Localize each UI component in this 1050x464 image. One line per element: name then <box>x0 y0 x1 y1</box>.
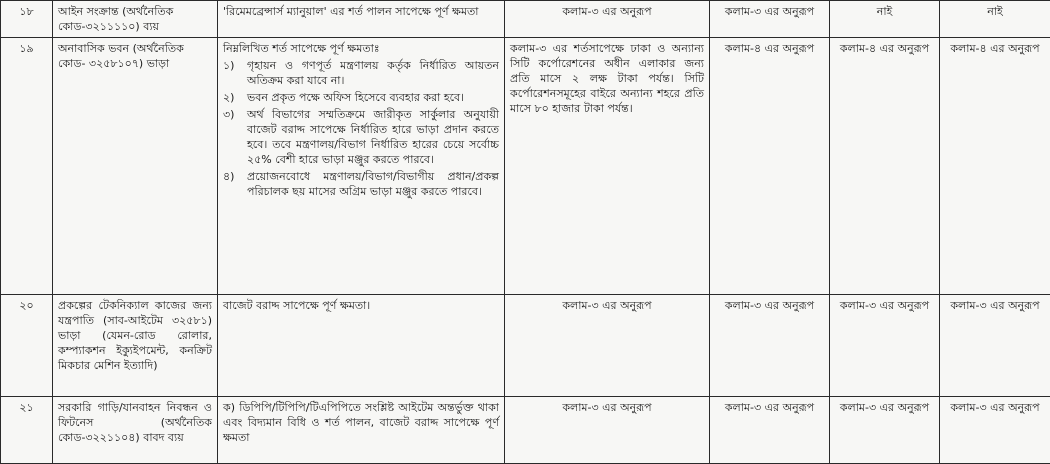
col4-cell: কলাম-৩ এর অনুরূপ <box>505 1 710 38</box>
condition-number: ২) <box>223 90 247 105</box>
col7-cell: কলাম-৩ এর অনুরূপ <box>940 295 1050 397</box>
serial-cell: ১৮ <box>1 1 53 38</box>
table-row <box>1 295 1050 397</box>
serial-cell: ১৯ <box>1 38 53 295</box>
serial-cell: ২০ <box>1 295 53 397</box>
item-cell: আইন সংক্রান্ত (অর্থনৈতিক কোড-৩২১১১১০) ব্যয় <box>53 1 218 38</box>
col5-cell: কলাম-৩ এর অনুরূপ <box>710 397 830 464</box>
condition-list <box>223 58 499 199</box>
col4-cell: কলাম-৩ এর শর্তসাপেক্ষে ঢাকা ও অন্যান্য সিটি কর্পোরেশনের অধীন এলাকার জন্য প্রতি মাসে ২ লক্ষ টাকা পর্যন্ত। সিটি কর্পোরেশনসমূহের বাইরে অন্যান্য শহরে প্রতি মাসে ৮০ হাজার টাকা পর্যন্ত। <box>505 38 710 295</box>
col5-cell: কলাম-৩ এর অনুরূপ <box>710 295 830 397</box>
condition-number: ৩) <box>223 107 247 167</box>
col6-cell: কলাম-৩ এর অনুরূপ <box>830 295 940 397</box>
condition-text: অর্থ বিভাগের সম্মতিক্রমে জারীকৃত সার্কুলার অনুযায়ী বাজেট বরাদ্দ সাপেক্ষে নির্ধারিত হারে ভাড়া প্রদান করতে হবে। তবে মন্ত্রণালয়/বিভাগ নির্ধারিত হারের চেয়ে সর্বোচ্চ ২৫% বেশী হারে ভাড়া মঞ্জুর করতে পারবে। <box>247 107 499 167</box>
col5-cell: কলাম-৩ এর অনুরূপ <box>710 1 830 38</box>
condition-number: ১) <box>223 58 247 88</box>
power-cell <box>218 38 505 295</box>
col7-cell: কলাম-৩ এর অনুরূপ <box>940 397 1050 464</box>
item-cell: সরকারি গাড়ি/যানবাহন নিবন্ধন ও ফিটনেস (অর্থনৈতিক কোড-৩২২১১০৪) বাবদ ব্যয় <box>53 397 218 464</box>
condition-item <box>223 90 499 105</box>
condition-text: প্রয়োজনবোধে মন্ত্রণালয়/বিভাগ/বিভাগীয় প্রধান/প্রকল্প পরিচালক ছয় মাসের অগ্রিম ভাড়া মঞ্জুর করতে পারবে। <box>247 169 499 199</box>
power-intro: নিম্নলিখিত শর্ত সাপেক্ষে পূর্ণ ক্ষমতাঃ <box>223 41 499 56</box>
col7-cell: কলাম-৪ এর অনুরূপ <box>940 38 1050 295</box>
power-cell: বাজেট বরাদ্দ সাপেক্ষে পূর্ণ ক্ষমতা। <box>218 295 505 397</box>
col6-cell: কলাম-৩ এর অনুরূপ <box>830 397 940 464</box>
condition-item <box>223 107 499 167</box>
condition-number: ৪) <box>223 169 247 199</box>
condition-text: গৃহায়ন ও গণপূর্ত মন্ত্রণালয় কর্তৃক নির্ধারিত আয়তন অতিক্রম করা যাবে না। <box>247 58 499 88</box>
power-cell: ক) ডিপিপি/টিপিপি/টিএপিপিতে সংশ্লিষ্ট আইটেম অন্তর্ভুক্ত থাকা এবং বিদ্যমান বিধি ও শর্ত পালন, বাজেট বরাদ্দ সাপেক্ষে পূর্ণ ক্ষমতা <box>218 397 505 464</box>
table-row <box>1 397 1050 464</box>
condition-item <box>223 58 499 88</box>
col4-cell: কলাম-৩ এর অনুরূপ <box>505 295 710 397</box>
condition-item <box>223 169 499 199</box>
col5-cell: কলাম-৪ এর অনুরূপ <box>710 38 830 295</box>
col4-cell: কলাম-৩ এর অনুরূপ <box>505 397 710 464</box>
col7-cell: নাই <box>940 1 1050 38</box>
item-cell: অনাবাসিক ভবন (অর্থনৈতিক কোড- ৩২৫৮১০৭) ভাড়া <box>53 38 218 295</box>
table-row <box>1 38 1050 295</box>
col6-cell: নাই <box>830 1 940 38</box>
table-row <box>1 1 1050 38</box>
item-cell: প্রকল্পের টেকনিক্যাল কাজের জন্য যন্ত্রপাতি (সাব-আইটেম ৩২৫৮১) ভাড়া (যেমন-রোড রোলার, কম্প্যাকশন ইক্যুইপমেন্ট, কনক্রিট মিকচার মেশিন ইত্যাদি) <box>53 295 218 397</box>
serial-cell: ২১ <box>1 397 53 464</box>
power-cell: 'রিমেমব্রেন্সার্স ম্যানুয়াল' এর শর্ত পালন সাপেক্ষে পূর্ণ ক্ষমতা <box>218 1 505 38</box>
col6-cell: কলাম-৪ এর অনুরূপ <box>830 38 940 295</box>
condition-text: ভবন প্রকৃত পক্ষে অফিস হিসেবে ব্যবহার করা হবে। <box>247 90 499 105</box>
